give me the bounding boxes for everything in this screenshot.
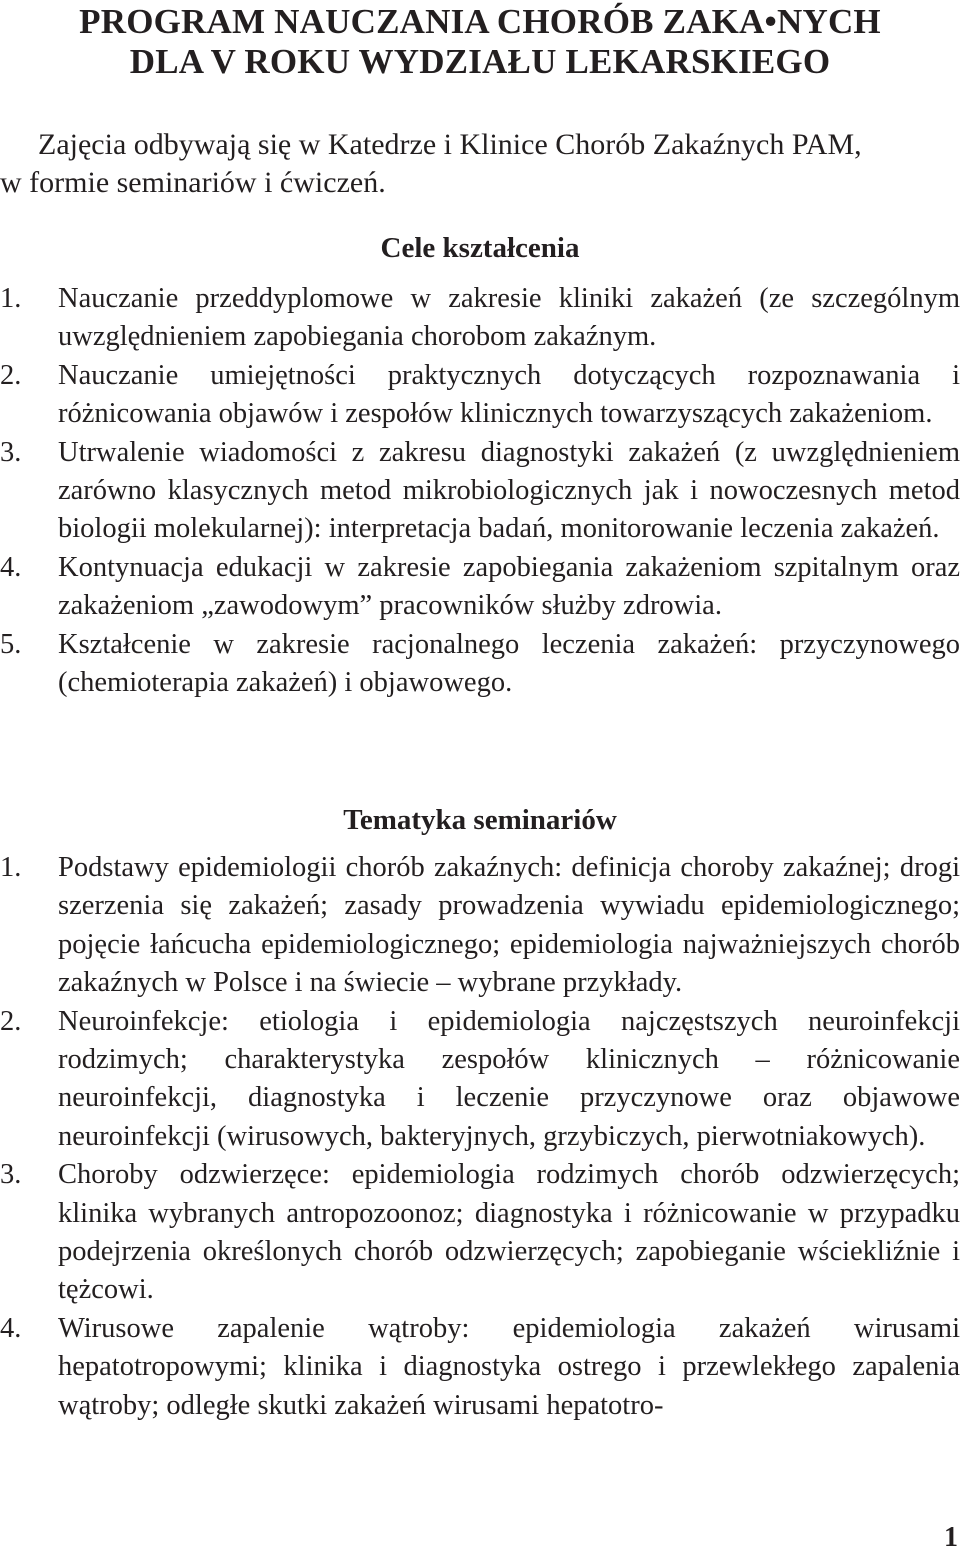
goals-item-text: Kontynuacja edukacji w zakresie zapobiegania zakażeniom szpitalnym oraz zakażeniom „zawodowym” pracowników służby zdrowia. [58,551,960,622]
goals-heading: Cele kształcenia [380,232,580,264]
goals-item-text: Nauczanie przeddyplomowe w zakresie kliniki zakażeń (ze szczególnym uwzględnieniem zapobiegania chorobom zakaźnym. [58,283,960,353]
goals-item-number: 4. [0,551,22,583]
seminars-heading: Tematyka seminariów [343,804,617,836]
seminars-item-text: Choroby odzwierzęce: epidemiologia rodzimych chorób odzwierzęcych; klinika wybranych antropozoonoz; diagnostyka i różnicowanie w przypadku podejrzenia określonych chorób odzwierzęcych; zapobieganie wściekliźnie i tężcowi. [58,1159,960,1306]
seminars-item-text: Podstawy epidemiologii chorób zakaźnych: definicja choroby zakaźnej; drogi szerzenia się zakażeń; zasady prowadzenia wywiadu epidemiologicznego; pojęcie łańcucha epidemiologicznego; epidemiologia najważniejszych chorób zakaźnych w Polsce i na świecie – wybrane przykłady. [58,852,960,999]
seminars-list [0,849,960,1425]
goals-item-number: 5. [0,628,22,660]
goals-item-number: 1. [0,283,22,314]
goals-item-number: 2. [0,359,22,391]
goals-list-item [0,549,960,626]
document-title-line-2: DLA V ROKU WYDZIAŁU LEKARSKIEGO [129,42,831,81]
seminars-item-number: 3. [0,1159,22,1191]
goals-item-number: 3. [0,436,22,468]
goals-list-item [0,280,960,357]
goals-list-item [0,434,960,549]
seminars-item-number: 4. [0,1312,22,1344]
page-number: 1 [944,1522,958,1553]
seminars-list-item [0,1003,960,1157]
seminars-item-text: Neuroinfekcje: etiologia i epidemiologia najczęstszych neuroinfekcji rodzimych; charakterystyka zespołów klinicznych – różnicowanie neuroinfekcji, diagnostyka i leczenie przyczynowe oraz objawowe neuroinfekcji (wirusowych, bakteryjnych, grzybiczych, pierwotniakowych). [58,1005,960,1152]
intro-text-line-1: Zajęcia odbywają się w Katedrze i Klinice Chorób Zakaźnych PAM, [38,128,862,161]
goals-item-text: Utrwalenie wiadomości z zakresu diagnostyki zakażeń (z uwzględnieniem zarówno klasycznych metod mikrobiologicznych jak i nowoczesnych metod biologii molekularnej): interpretacja badań, monitorowanie leczenia zakażeń. [58,436,960,545]
seminars-item-text: Wirusowe zapalenie wątroby: epidemiologia zakażeń wirusami hepatotropowymi; klinika i diagnostyka ostrego i przewlekłego zapalenia wątroby; odległe skutki zakażeń wirusami hepatotro- [58,1312,960,1421]
intro-text-line-2: w formie seminariów i ćwiczeń. [0,166,386,199]
seminars-list-item [0,1156,960,1310]
document-title-line-1: PROGRAM NAUCZANIA CHORÓB ZAKA•NYCH [79,2,881,41]
seminars-item-number: 2. [0,1005,22,1037]
goals-item-text: Kształcenie w zakresie racjonalnego leczenia zakażeń: przyczynowego (chemioterapia zakażeń) i objawowego. [58,628,960,699]
goals-list [0,280,960,702]
goals-list-item [0,357,960,434]
goals-item-text: Nauczanie umiejętności praktycznych dotyczących rozpoznawania i różnicowania objawów i zespołów klinicznych towarzyszących zakażeniom. [58,359,960,430]
seminars-list-item [0,849,960,1003]
seminars-item-number: 1. [0,852,22,883]
goals-list-item [0,626,960,703]
seminars-list-item [0,1310,960,1425]
